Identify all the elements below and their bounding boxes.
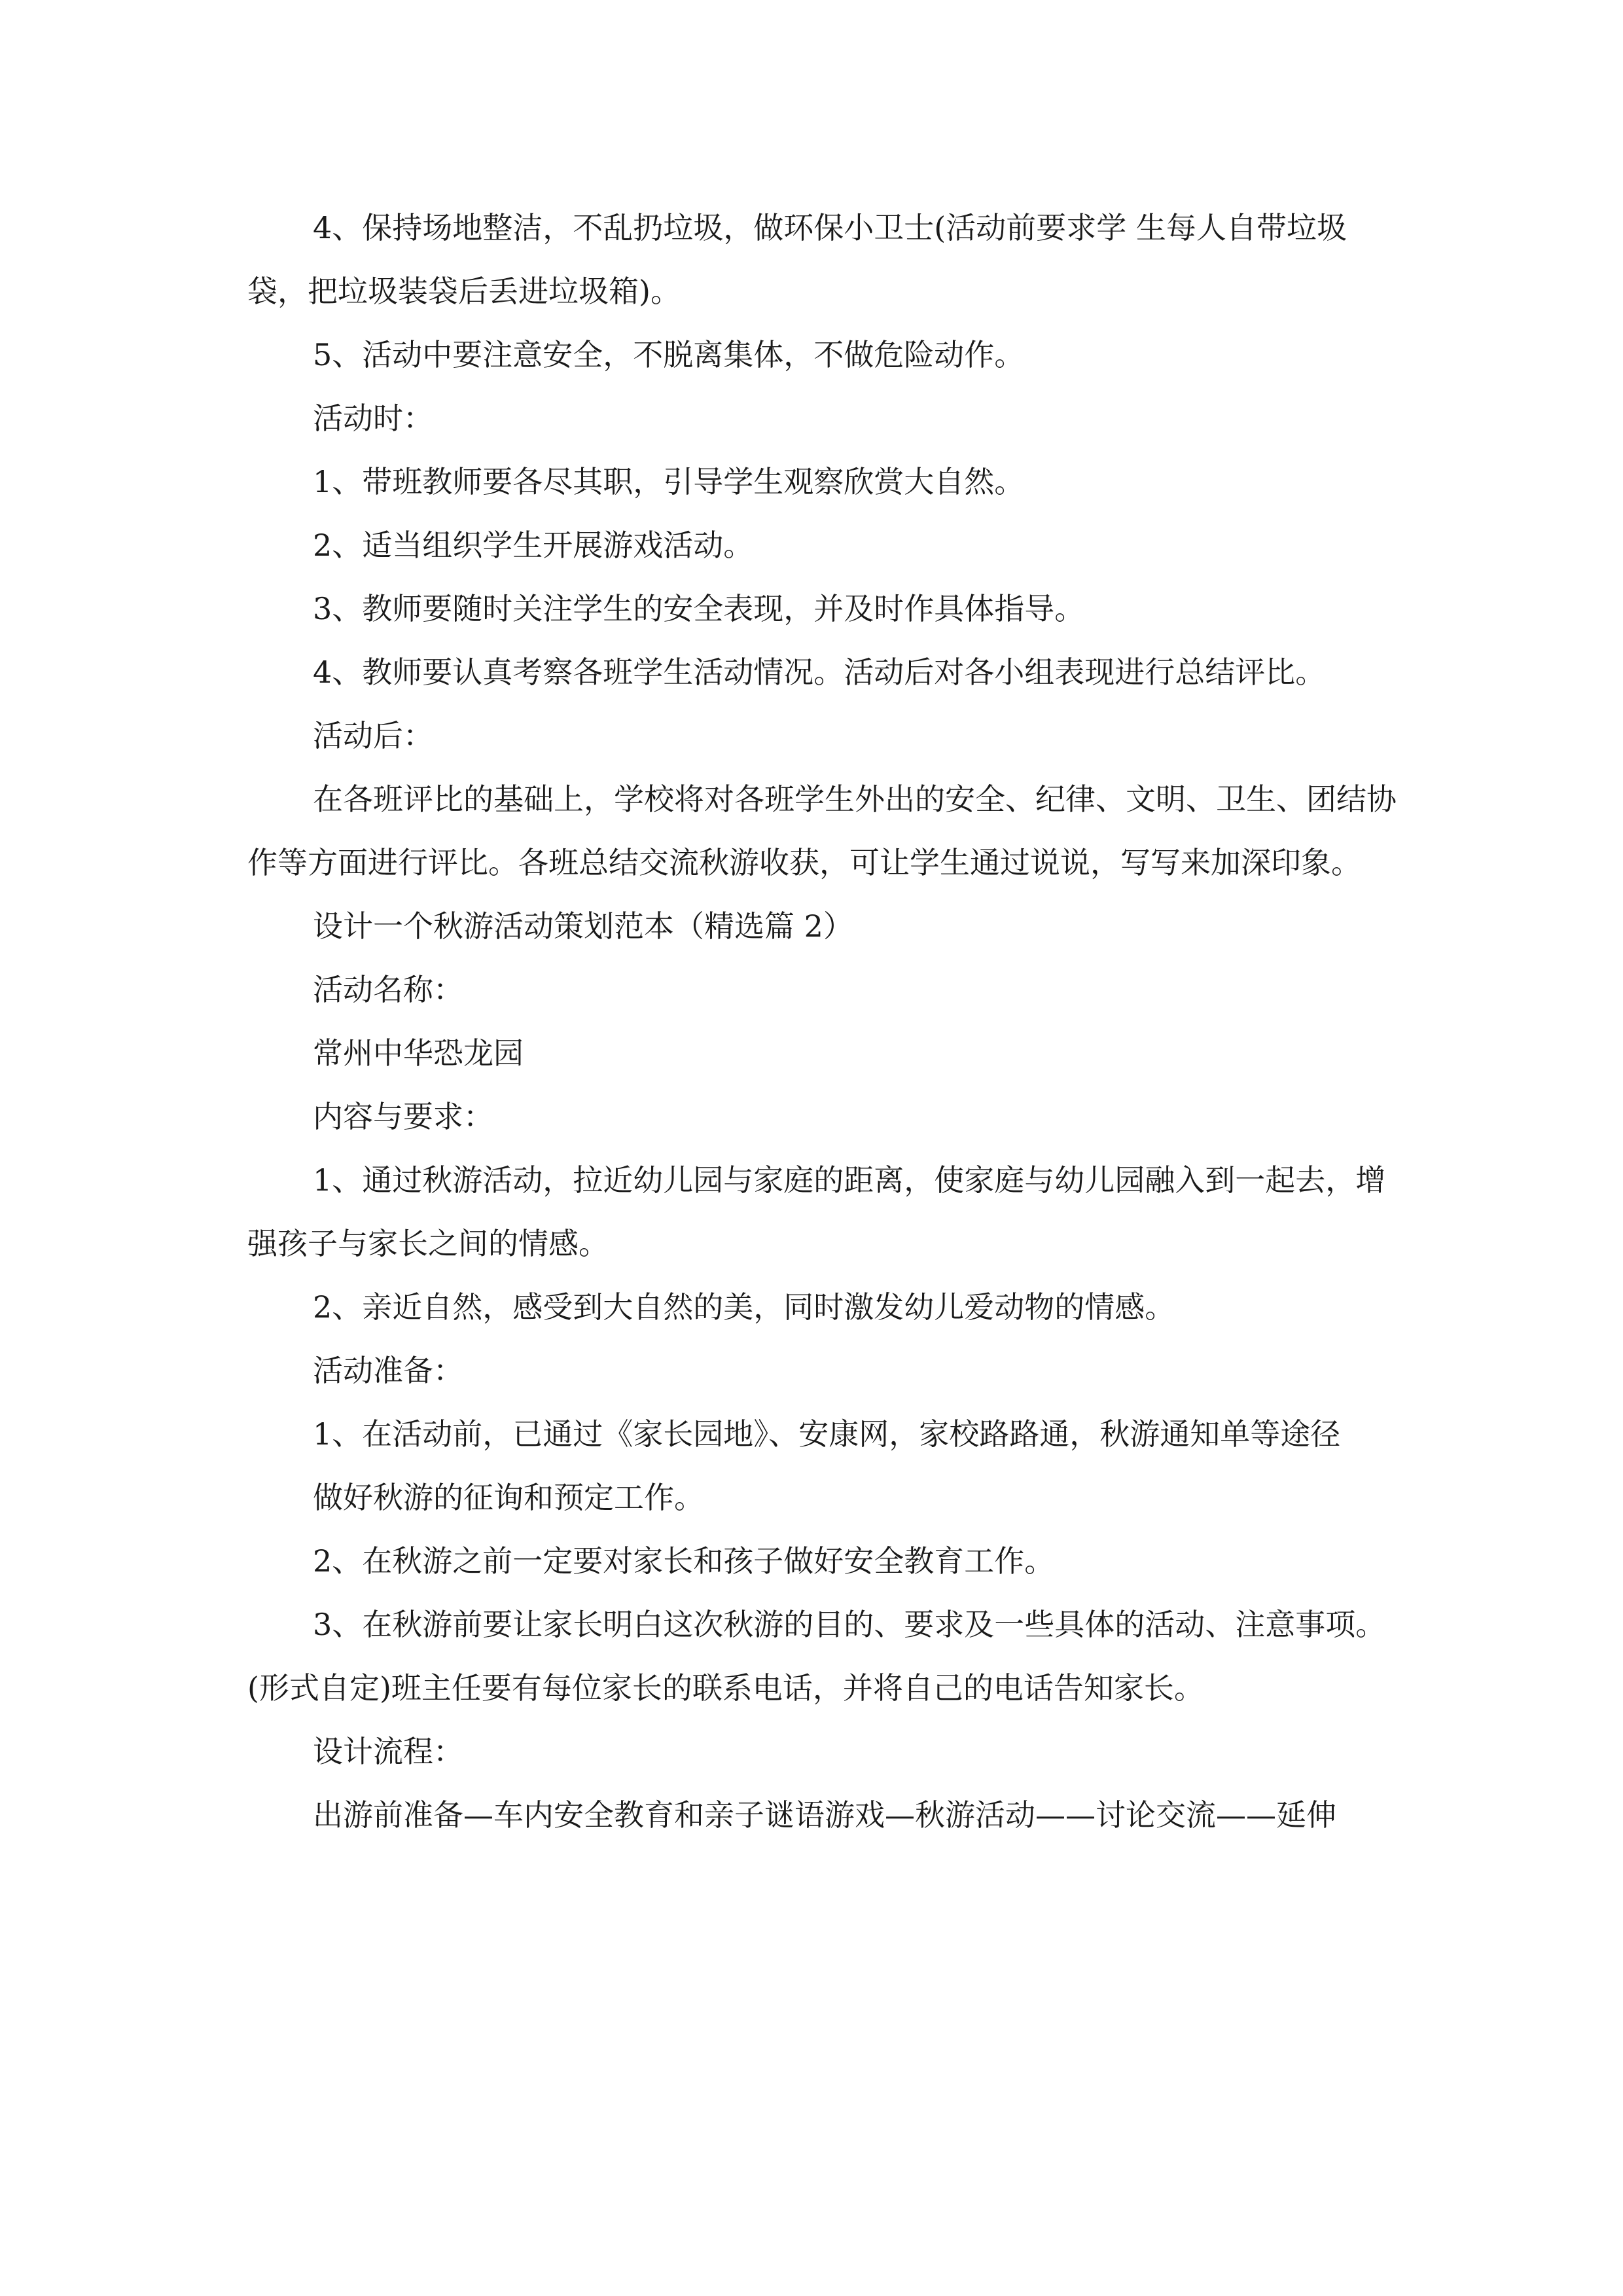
paragraph: 1、在活动前，已通过《家长园地》、安康网，家校路路通，秋游通知单等途径 [313,1416,1341,1452]
section-heading: 内容与要求： [313,1099,493,1134]
paragraph: 1、通过秋游活动，拉近幼儿园与家庭的距离，使家庭与幼儿园融入到一起去，增强孩子与家长之间的情感。 [247,1162,1386,1261]
paragraph: 2、在秋游之前一定要对家长和孩子做好安全教育工作。 [313,1543,1055,1579]
section-heading: 活动后： [313,718,433,753]
paragraph: 常州中华恐龙园 [313,1035,524,1071]
article-title: 设计一个秋游活动策划范本（精选篇 2） [313,908,853,944]
section-heading: 活动准备： [313,1353,463,1388]
paragraph: 3、教师要随时关注学生的安全表现，并及时作具体指导。 [313,591,1085,626]
paragraph: 4、保持场地整洁，不乱扔垃圾，做环保小卫士(活动前要求学 生每人自带垃圾袋，把垃圾装袋后丢进垃圾箱)。 [247,210,1347,309]
paragraph: 4、教师要认真考察各班学生活动情况。活动后对各小组表现进行总结评比。 [313,655,1326,690]
paragraph: 出游前准备—车内安全教育和亲子谜语游戏—秋游活动——讨论交流——延伸 [313,1797,1336,1833]
paragraph: 1、带班教师要各尽其职，引导学生观察欣赏大自然。 [313,464,1025,499]
section-heading: 活动名称： [313,972,463,1007]
paragraph: 2、亲近自然，感受到大自然的美，同时激发幼儿爱动物的情感。 [313,1289,1175,1325]
paragraph: 在各班评比的基础上，学校将对各班学生外出的安全、纪律、文明、卫生、团结协作等方面进行评比。各班总结交流秋游收获，可让学生通过说说，写写来加深印象。 [247,781,1397,880]
paragraph: 5、活动中要注意安全，不脱离集体，不做危险动作。 [313,337,1025,372]
section-heading: 设计流程： [313,1734,463,1769]
paragraph: 2、适当组织学生开展游戏活动。 [313,528,754,563]
paragraph: 做好秋游的征询和预定工作。 [313,1480,704,1515]
paragraph: 3、在秋游前要让家长明白这次秋游的目的、要求及一些具体的活动、注意事项。(形式自定)班主任要有每位家长的联系电话，并将自己的电话告知家长。 [247,1607,1386,1706]
section-heading: 活动时： [313,401,433,436]
document-body [247,196,1399,1847]
